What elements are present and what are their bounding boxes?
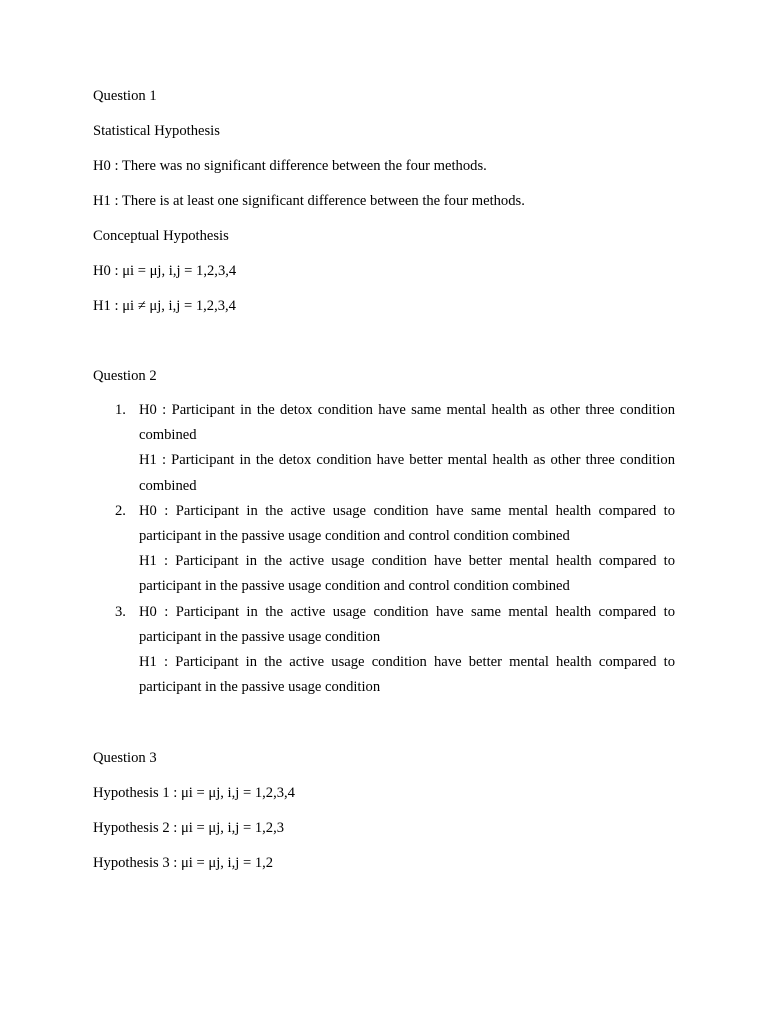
list-item-number: 1. <box>115 402 126 418</box>
list-item-number: 3. <box>115 603 126 620</box>
list-item <box>93 398 675 499</box>
q2-item-2-h1: H1 : Participant in the active usage condition have better mental health compared to participant in the passive usage condition and control condition combined <box>139 553 675 595</box>
q2-item-2-h0: H0 : Participant in the active usage condition have same mental health compared to participant in the passive usage condition and control condition combined <box>139 502 675 545</box>
q1-h0-formula: H0 : μi = μj, i,j = 1,2,3,4 <box>93 263 237 279</box>
list-item <box>93 600 675 701</box>
list-item-number: 2. <box>115 502 126 519</box>
q1-h1-statement: H1 : There is at least one significant difference between the four methods. <box>93 193 525 209</box>
document-page <box>93 86 675 873</box>
q2-item-1-h1: H1 : Participant in the detox condition have better mental health as other three condition combined <box>139 452 675 494</box>
q2-item-3-h0: H0 : Participant in the active usage condition have same mental health compared to participant in the passive usage condition <box>139 603 675 645</box>
q1-h1-formula: H1 : μi ≠ μj, i,j = 1,2,3,4 <box>93 298 236 314</box>
q3-hypothesis-2: Hypothesis 2 : μi = μj, i,j = 1,2,3 <box>93 820 285 837</box>
q1-h0-statement: H0 : There was no significant difference between the four methods. <box>93 158 487 174</box>
statistical-hypothesis-label: Statistical Hypothesis <box>93 123 220 139</box>
question-1-heading: Question 1 <box>93 88 157 104</box>
list-item <box>93 499 675 600</box>
q2-hypothesis-list <box>93 398 675 700</box>
conceptual-hypothesis-label: Conceptual Hypothesis <box>93 228 229 244</box>
question-2-heading: Question 2 <box>93 368 157 384</box>
q2-item-1-h0: H0 : Participant in the detox condition have same mental health as other three condition combined <box>139 402 675 444</box>
question-3-section <box>93 748 675 873</box>
q3-hypothesis-1: Hypothesis 1 : μi = μj, i,j = 1,2,3,4 <box>93 785 295 802</box>
question-2-section <box>93 366 675 700</box>
q2-item-3-h1: H1 : Participant in the active usage condition have better mental health compared to participant in the passive usage condition <box>139 654 675 696</box>
question-1-section <box>93 86 675 316</box>
q3-hypothesis-3: Hypothesis 3 : μi = μj, i,j = 1,2 <box>93 855 274 872</box>
question-3-heading: Question 3 <box>93 750 157 767</box>
